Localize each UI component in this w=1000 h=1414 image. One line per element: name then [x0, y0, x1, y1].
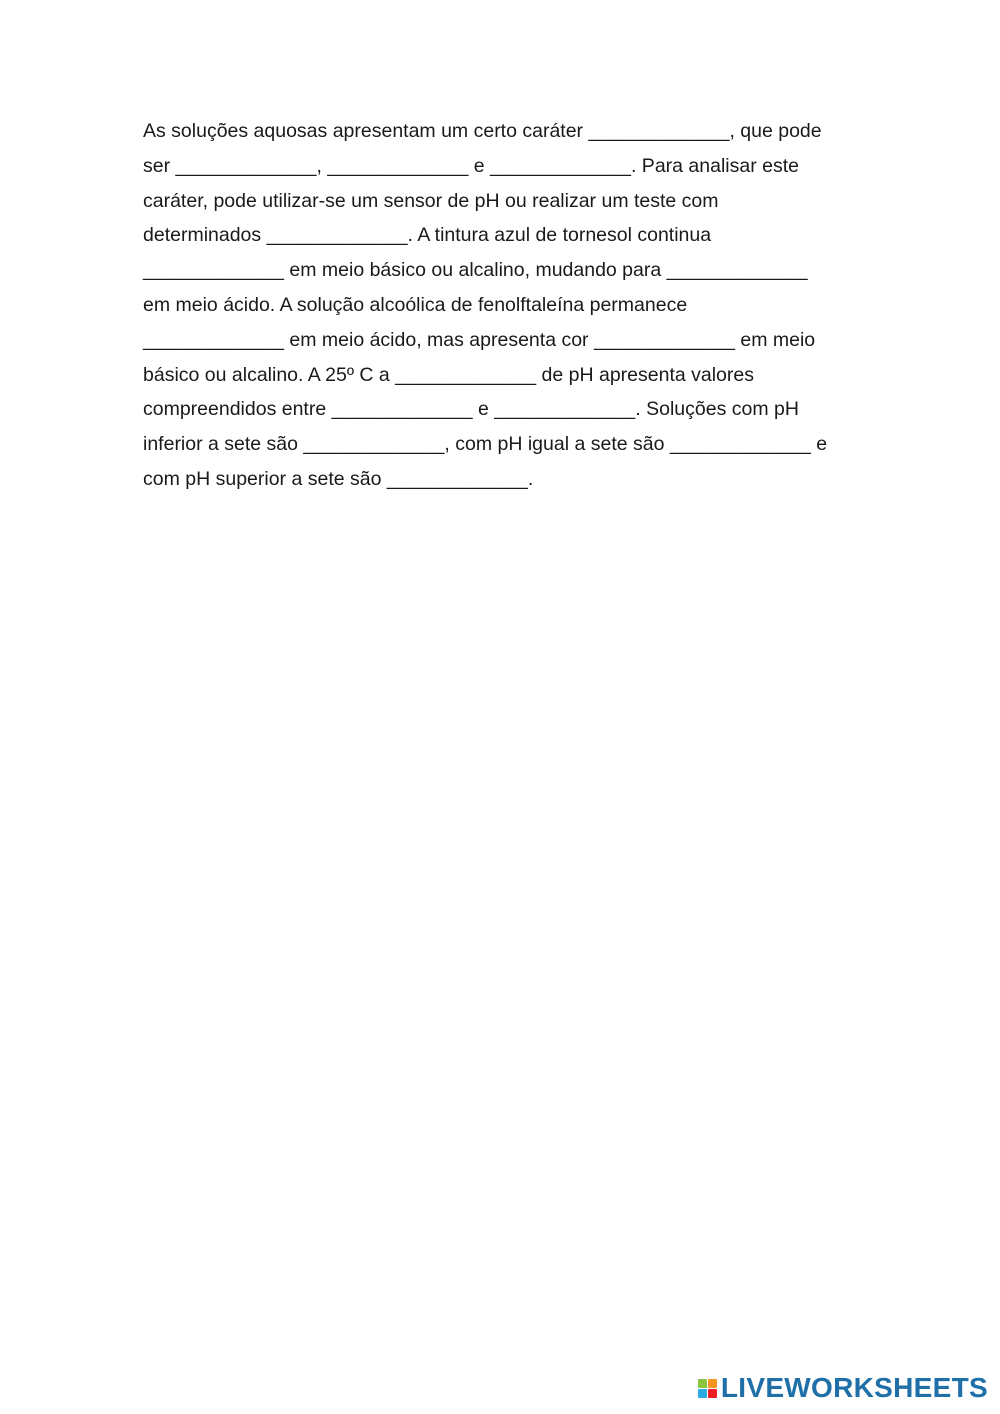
worksheet-paragraph: [143, 114, 863, 497]
logo-square-red: [708, 1389, 717, 1398]
logo-square-blue: [698, 1389, 707, 1398]
text-line-5: _____________ em meio básico ou alcalino, mudando para _____________: [143, 259, 808, 282]
text-line-1: As soluções aquosas apresentam um certo caráter _____________, que pode: [143, 120, 822, 142]
text-line-10: inferior a sete são _____________, com pH igual a sete são _____________ e: [143, 433, 828, 456]
text-line-8: básico ou alcalino. A 25º C a _____________ de pH apresenta valores: [143, 363, 754, 386]
text-line-11: com pH superior a sete são _____________.: [143, 467, 534, 490]
liveworksheets-logo: [698, 1372, 988, 1404]
logo-square-green: [698, 1379, 707, 1388]
text-line-2: ser _____________, _____________ e _____________. Para analisar este: [143, 154, 799, 177]
logo-mark-icon: [698, 1379, 717, 1398]
logo-text: LIVEWORKSHEETS: [720, 1372, 988, 1403]
text-line-4: determinados _____________. A tintura azul de tornesol continua: [143, 224, 712, 247]
text-line-7: _____________ em meio ácido, mas apresenta cor _____________ em meio: [143, 328, 816, 351]
logo-square-orange: [708, 1379, 717, 1388]
text-line-3: caráter, pode utilizar-se um sensor de pH ou realizar um teste com: [143, 189, 719, 212]
text-line-9: compreendidos entre _____________ e _____________. Soluções com pH: [143, 398, 799, 421]
text-line-6: em meio ácido. A solução alcoólica de fenolftaleína permanece: [143, 293, 688, 316]
